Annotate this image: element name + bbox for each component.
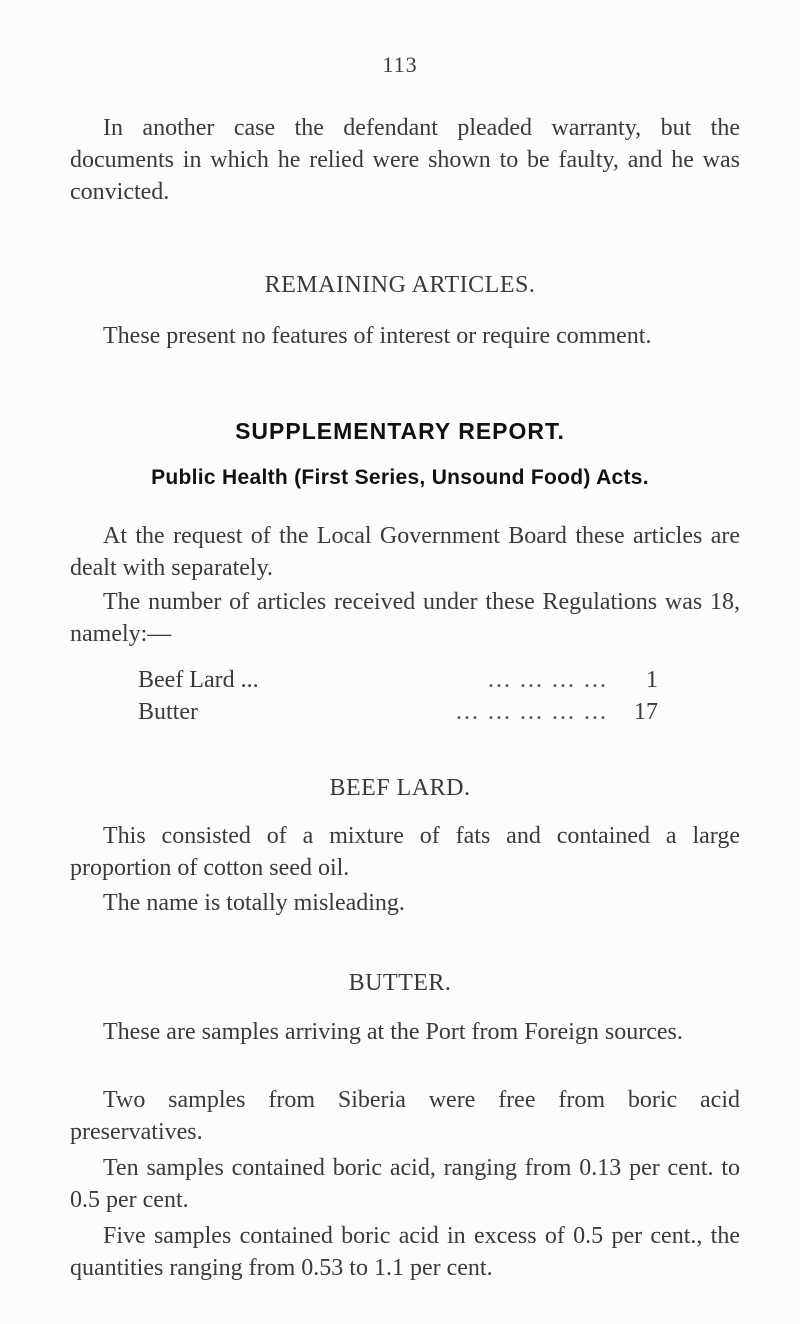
beef-lard-paragraph-1: This consisted of a mixture of fats and contained a large proportion of cotton seed oil. [70,823,740,881]
list-item [138,697,658,727]
butter-heading: BUTTER. [348,970,452,996]
acts-subtitle: Public Health (First Series, Unsound Food) Acts. [151,466,649,489]
article-count: 17 [634,699,658,725]
beef-lard-paragraph-2: The name is totally misleading. [103,890,405,916]
page-number: 113 [382,52,418,77]
list-item [138,665,658,695]
leader-dots: ... ... ... ... [488,667,608,693]
beef-lard-heading: BEEF LARD. [329,775,471,801]
intro-paragraph: In another case the defendant pleaded warranty, but the documents in which he relied were shown to be faulty, and he was convicted. [70,115,740,205]
butter-paragraph-1: These are samples arriving at the Port from Foreign sources. [103,1019,683,1045]
supplementary-report-title: SUPPLEMENTARY REPORT. [235,418,565,444]
butter-paragraph-3: Ten samples contained boric acid, ranging from 0.13 per cent. to 0.5 per cent. [70,1155,740,1213]
remaining-articles-heading: REMAINING ARTICLES. [264,272,536,298]
butter-paragraph-2: Two samples from Siberia were free from boric acid preservatives. [70,1087,740,1145]
article-count: 1 [646,667,658,693]
article-name: Beef Lard ... [138,667,259,693]
article-name: Butter [138,699,198,725]
butter-paragraph-4: Five samples contained boric acid in excess of 0.5 per cent., the quantities ranging from 0.53 to 1.1 per cent. [70,1223,740,1281]
report-paragraph-2: The number of articles received under these Regulations was 18, namely:— [70,589,740,647]
leader-dots: ... ... ... ... ... [456,699,608,725]
remaining-articles-text: These present no features of interest or require comment. [103,323,652,349]
report-paragraph-1: At the request of the Local Government Board these articles are dealt with separately. [70,523,740,581]
